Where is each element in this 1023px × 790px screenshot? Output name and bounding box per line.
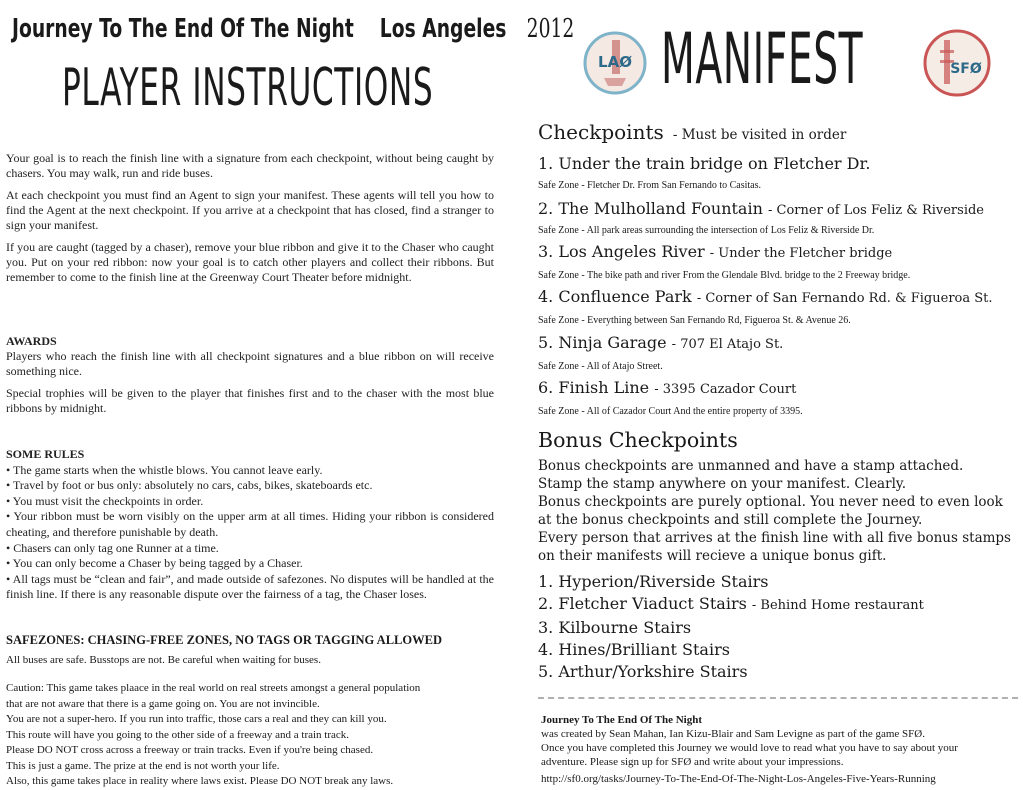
sfo-logo-text: SFØ <box>950 61 982 77</box>
rule-item: • The game starts when the whistle blows. You cannot leave early. <box>6 462 323 477</box>
bonus-line: Bonus checkpoints are unmanned and have a stamp attached. <box>538 458 964 474</box>
checkpoint-safe-zone: Safe Zone - Everything between San Fernando Rd, Figueroa St. & Avenue 26. <box>538 315 851 326</box>
checkpoint-detail: - 707 El Atajo St. <box>671 337 784 352</box>
checkpoint-title: 1. Under the train bridge on Fletcher Dr. <box>538 154 871 173</box>
caution-line: that are not aware that there is a game going on. You are not invincible. <box>6 697 320 710</box>
caution-line: You are not a super-hero. If you run into traffic, those cars a real and they can kill you. <box>6 713 387 725</box>
credits-line: Once you have completed this Journey we would love to read what you have to say about your <box>541 742 958 754</box>
bonus-item-title: 4. Hines/Brilliant Stairs <box>538 640 730 659</box>
instruction-paragraph: If you are caught (tagged by a chaser), remove your blue ribbon and give it to the Chaser who caught you. Put on your red ribbon: now your goal is to catch other players and collect their ribbons. But remember to come to the finish line at the Greenway Court Theater before midnight. <box>6 240 494 284</box>
checkpoint-safe-zone: Safe Zone - Fletcher Dr. From San Fernando to Casitas. <box>538 180 762 191</box>
bonus-description <box>538 457 1011 565</box>
lao-logo <box>582 30 648 96</box>
checkpoint-title: 3. Los Angeles River <box>538 242 705 261</box>
bonus-item-title: 1. Hyperion/Riverside Stairs <box>538 572 769 591</box>
manifest-title: MANIFEST <box>661 18 864 100</box>
bonus-item <box>538 639 924 661</box>
rule-item: • You must visit the checkpoints in order. <box>6 493 204 508</box>
credits-line: was created by Sean Mahan, Ian Kizu-Blair and Sam Levigne as part of the game SFØ. <box>541 728 925 740</box>
awards-section <box>6 334 494 423</box>
checkpoint-detail: - Under the Fletcher bridge <box>709 246 893 261</box>
rule-item: • Travel by foot or bus only: absolutely no cars, cabs, bikes, skateboards etc. <box>6 478 373 493</box>
checkpoint-item <box>538 154 993 199</box>
event-city: Los Angeles <box>379 14 507 44</box>
checkpoint-item <box>538 242 993 287</box>
checkpoint-item <box>538 199 993 242</box>
rule-item: • You can only become a Chaser by being tagged by a Chaser. <box>6 556 303 571</box>
bonus-item <box>538 617 924 639</box>
rule-item: • Your ribbon must be worn visibly on the upper arm at all times. Hiding your ribbon is considered cheating, and therefore punishable by death. <box>6 509 494 539</box>
bonus-heading: Bonus Checkpoints <box>538 428 738 452</box>
bonus-line: on their manifests will recieve a unique bonus gift. <box>538 548 887 564</box>
player-instructions-title: PLAYER INSTRUCTIONS <box>62 58 434 118</box>
checkpoints-header <box>538 120 846 144</box>
bonus-line: Bonus checkpoints are purely optional. You never need to even look <box>538 494 1003 510</box>
event-title: Journey To The End Of The Night <box>12 14 354 44</box>
credits-line: adventure. Please sign up for SFØ and write about your impressions. <box>541 756 844 768</box>
event-year: 2012 <box>526 14 575 44</box>
caution-line: Also, this game takes place in reality where laws exist. Please DO NOT break any laws. <box>6 775 394 787</box>
caution-line: Please DO NOT cross across a freeway or train tracks. Even if you're being chased. <box>6 744 374 756</box>
rules-list <box>6 463 494 603</box>
sfo-logo <box>922 28 992 98</box>
credits-title: Journey To The End Of The Night <box>541 714 702 726</box>
rules-heading: SOME RULES <box>6 447 85 461</box>
caution-section <box>6 681 420 790</box>
instructions-section <box>6 151 494 292</box>
checkpoint-list <box>538 154 993 418</box>
credits-section <box>541 713 958 786</box>
safezones-heading: SAFEZONES: CHASING-FREE ZONES, NO TAGS OR TAGGING ALLOWED <box>6 633 442 647</box>
awards-paragraph: Special trophies will be given to the player that finishes first and to the chaser with the most blue ribbons by midnight. <box>6 386 494 415</box>
lao-logo-text: LAØ <box>598 53 632 71</box>
caution-line: This is just a game. The prize at the end is not worth your life. <box>6 759 280 772</box>
event-header <box>12 14 574 44</box>
awards-heading: AWARDS <box>6 334 57 348</box>
instruction-paragraph: Your goal is to reach the finish line with a signature from each checkpoint, without being caught by chasers. You may walk, run and ride buses. <box>6 151 494 180</box>
divider <box>538 697 1018 699</box>
caution-line: This route will have you going to the other side of a freeway and a train track. <box>6 728 350 741</box>
credits-url: http://sf0.org/tasks/Journey-To-The-End-Of-The-Night-Los-Angeles-Five-Years-Running <box>541 773 936 785</box>
instruction-paragraph: At each checkpoint you must find an Agent to sign your manifest. These agents will tell you how to find the Agent at the next checkpoint. If you arrive at a checkpoint that has closed, find a stranger to sign your manifest. <box>6 188 494 232</box>
checkpoint-item <box>538 287 993 333</box>
checkpoint-title: 6. Finish Line <box>538 378 650 397</box>
checkpoint-safe-zone: Safe Zone - All of Cazador Court And the entire property of 3395. <box>538 406 803 417</box>
bonus-item <box>538 593 924 617</box>
checkpoint-safe-zone: Safe Zone - The bike path and river From the Glendale Blvd. bridge to the 2 Freeway bridge. <box>538 270 911 281</box>
checkpoint-title: 2. The Mulholland Fountain <box>538 199 763 218</box>
safezones-text: All buses are safe. Busstops are not. Be careful when waiting for buses. <box>6 654 321 666</box>
checkpoint-title: 5. Ninja Garage <box>538 333 667 352</box>
bonus-item-title: 5. Arthur/Yorkshire Stairs <box>538 662 748 681</box>
rule-item: • Chasers can only tag one Runner at a time. <box>6 540 219 555</box>
checkpoint-safe-zone: Safe Zone - All park areas surrounding the intersection of Los Feliz & Riverside Dr. <box>538 225 875 236</box>
bonus-list <box>538 571 924 683</box>
bonus-item-title: 3. Kilbourne Stairs <box>538 618 692 637</box>
rules-section <box>6 447 494 603</box>
bonus-item <box>538 661 924 683</box>
checkpoint-detail: - Corner of San Fernando Rd. & Figueroa St. <box>696 291 993 306</box>
checkpoint-detail: - Corner of Los Feliz & Riverside <box>767 203 984 218</box>
bonus-item-detail: - Behind Home restaurant <box>751 598 924 613</box>
checkpoint-detail: - 3395 Cazador Court <box>654 382 797 397</box>
bonus-item-title: 2. Fletcher Viaduct Stairs <box>538 594 747 613</box>
bonus-line: Every person that arrives at the finish line with all five bonus stamps <box>538 530 1011 546</box>
checkpoint-item <box>538 378 993 418</box>
bonus-line: Stamp the stamp anywhere on your manifest. Clearly. <box>538 476 907 492</box>
checkpoint-safe-zone: Safe Zone - All of Atajo Street. <box>538 361 663 372</box>
checkpoints-heading: Checkpoints <box>538 120 664 144</box>
bonus-line: at the bonus checkpoints and still complete the Journey. <box>538 512 923 528</box>
rule-item: • All tags must be “clean and fair”, and made outside of safezones. No disputes will be handled at the finish line. If there is any reasonable dispute over the fairness of a tag, the Chaser loses. <box>6 571 494 602</box>
bonus-item <box>538 571 924 593</box>
caution-line: Caution: This game takes plaace in the real world on real streets amongst a general population <box>6 682 421 694</box>
checkpoint-title: 4. Confluence Park <box>538 287 692 306</box>
checkpoint-item <box>538 333 993 378</box>
awards-paragraph: Players who reach the finish line with all checkpoint signatures and a blue ribbon on will receive something nice. <box>6 349 494 378</box>
checkpoints-subheading: - Must be visited in order <box>672 127 847 143</box>
